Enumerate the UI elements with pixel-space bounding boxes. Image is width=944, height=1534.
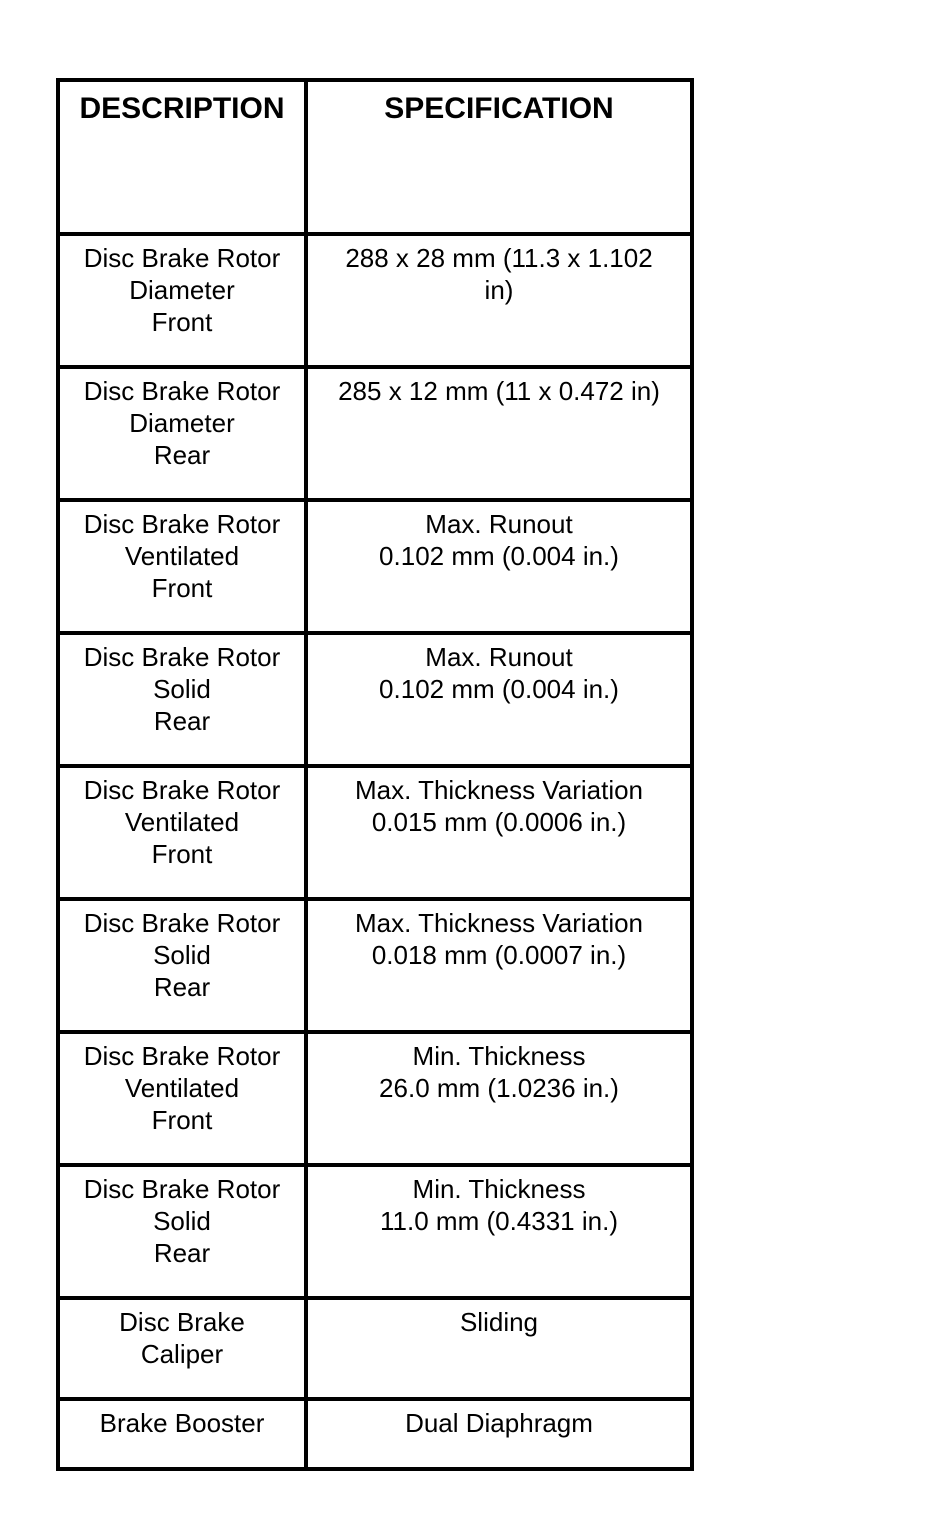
description-line: Disc Brake Rotor [83, 243, 281, 273]
description-cell [58, 633, 306, 766]
specification-line: Min. Thickness [412, 1174, 586, 1204]
specification-cell [306, 1298, 692, 1399]
description-line: Ventilated [124, 541, 240, 571]
specification-line: 0.015 mm (0.0006 in.) [371, 807, 627, 837]
description-line: Ventilated [124, 1073, 240, 1103]
description-line: Disc Brake Rotor [83, 1174, 281, 1204]
brake-specification-table [56, 78, 694, 1471]
description-line: Front [151, 307, 213, 337]
description-cell [58, 766, 306, 899]
specification-cell [306, 899, 692, 1032]
description-line: Disc Brake Rotor [83, 376, 281, 406]
table-row [58, 500, 692, 633]
description-line: Disc Brake Rotor [83, 775, 281, 805]
description-line: Diameter [129, 408, 235, 438]
specification-line: Dual Diaphragm [405, 1408, 593, 1438]
description-line: Solid [153, 1206, 211, 1236]
specification-line: 285 x 12 mm (11 x 0.472 in) [338, 376, 660, 406]
description-line: Ventilated [124, 807, 240, 837]
specification-cell [306, 1165, 692, 1298]
specification-column-header: SPECIFICATION [306, 80, 692, 234]
specification-line: in) [484, 275, 514, 305]
description-cell [58, 1165, 306, 1298]
table-row [58, 367, 692, 500]
description-line: Rear [153, 440, 211, 470]
description-line: Disc Brake [119, 1307, 245, 1337]
specification-line: Sliding [459, 1307, 539, 1337]
table-row [58, 766, 692, 899]
description-cell [58, 1298, 306, 1399]
table-row [58, 234, 692, 367]
table-row [58, 1165, 692, 1298]
description-line: Rear [153, 706, 211, 736]
description-line: Disc Brake Rotor [83, 642, 281, 672]
specification-cell [306, 1032, 692, 1165]
specification-cell [306, 766, 692, 899]
description-cell [58, 367, 306, 500]
specification-line: 0.102 mm (0.004 in.) [379, 674, 619, 704]
specification-line: 11.0 mm (0.4331 in.) [380, 1206, 618, 1236]
specification-line: Max. Thickness Variation [354, 775, 644, 805]
description-line: Solid [153, 674, 211, 704]
specification-line: 0.018 mm (0.0007 in.) [371, 940, 627, 970]
description-line: Disc Brake Rotor [83, 509, 281, 539]
description-line: Diameter [129, 275, 235, 305]
specification-line: 0.102 mm (0.004 in.) [379, 541, 619, 571]
specification-line: Min. Thickness [412, 1041, 586, 1071]
specification-line: Max. Thickness Variation [354, 908, 644, 938]
specification-cell [306, 367, 692, 500]
table-row [58, 1399, 692, 1469]
specification-cell [306, 500, 692, 633]
table-row [58, 899, 692, 1032]
description-cell [58, 500, 306, 633]
description-line: Front [151, 1105, 213, 1135]
specification-cell [306, 234, 692, 367]
description-line: Front [151, 839, 213, 869]
table-row [58, 1032, 692, 1165]
description-column-header: DESCRIPTION [58, 80, 306, 234]
description-cell [58, 234, 306, 367]
description-line: Brake Booster [99, 1408, 265, 1438]
table-row [58, 633, 692, 766]
description-line: Rear [153, 972, 211, 1002]
description-line: Solid [153, 940, 211, 970]
description-line: Disc Brake Rotor [83, 1041, 281, 1071]
specification-line: 26.0 mm (1.0236 in.) [379, 1073, 619, 1103]
table-row [58, 1298, 692, 1399]
specification-line: 288 x 28 mm (11.3 x 1.102 [345, 243, 653, 273]
table-header-row [58, 80, 692, 234]
description-line: Front [151, 573, 213, 603]
description-line: Rear [153, 1238, 211, 1268]
specification-cell [306, 633, 692, 766]
description-line: Caliper [140, 1339, 224, 1369]
specification-line: Max. Runout [425, 509, 573, 539]
description-cell [58, 899, 306, 1032]
specification-line: Max. Runout [425, 642, 573, 672]
description-cell [58, 1399, 306, 1469]
description-cell [58, 1032, 306, 1165]
specification-cell [306, 1399, 692, 1469]
description-line: Disc Brake Rotor [83, 908, 281, 938]
